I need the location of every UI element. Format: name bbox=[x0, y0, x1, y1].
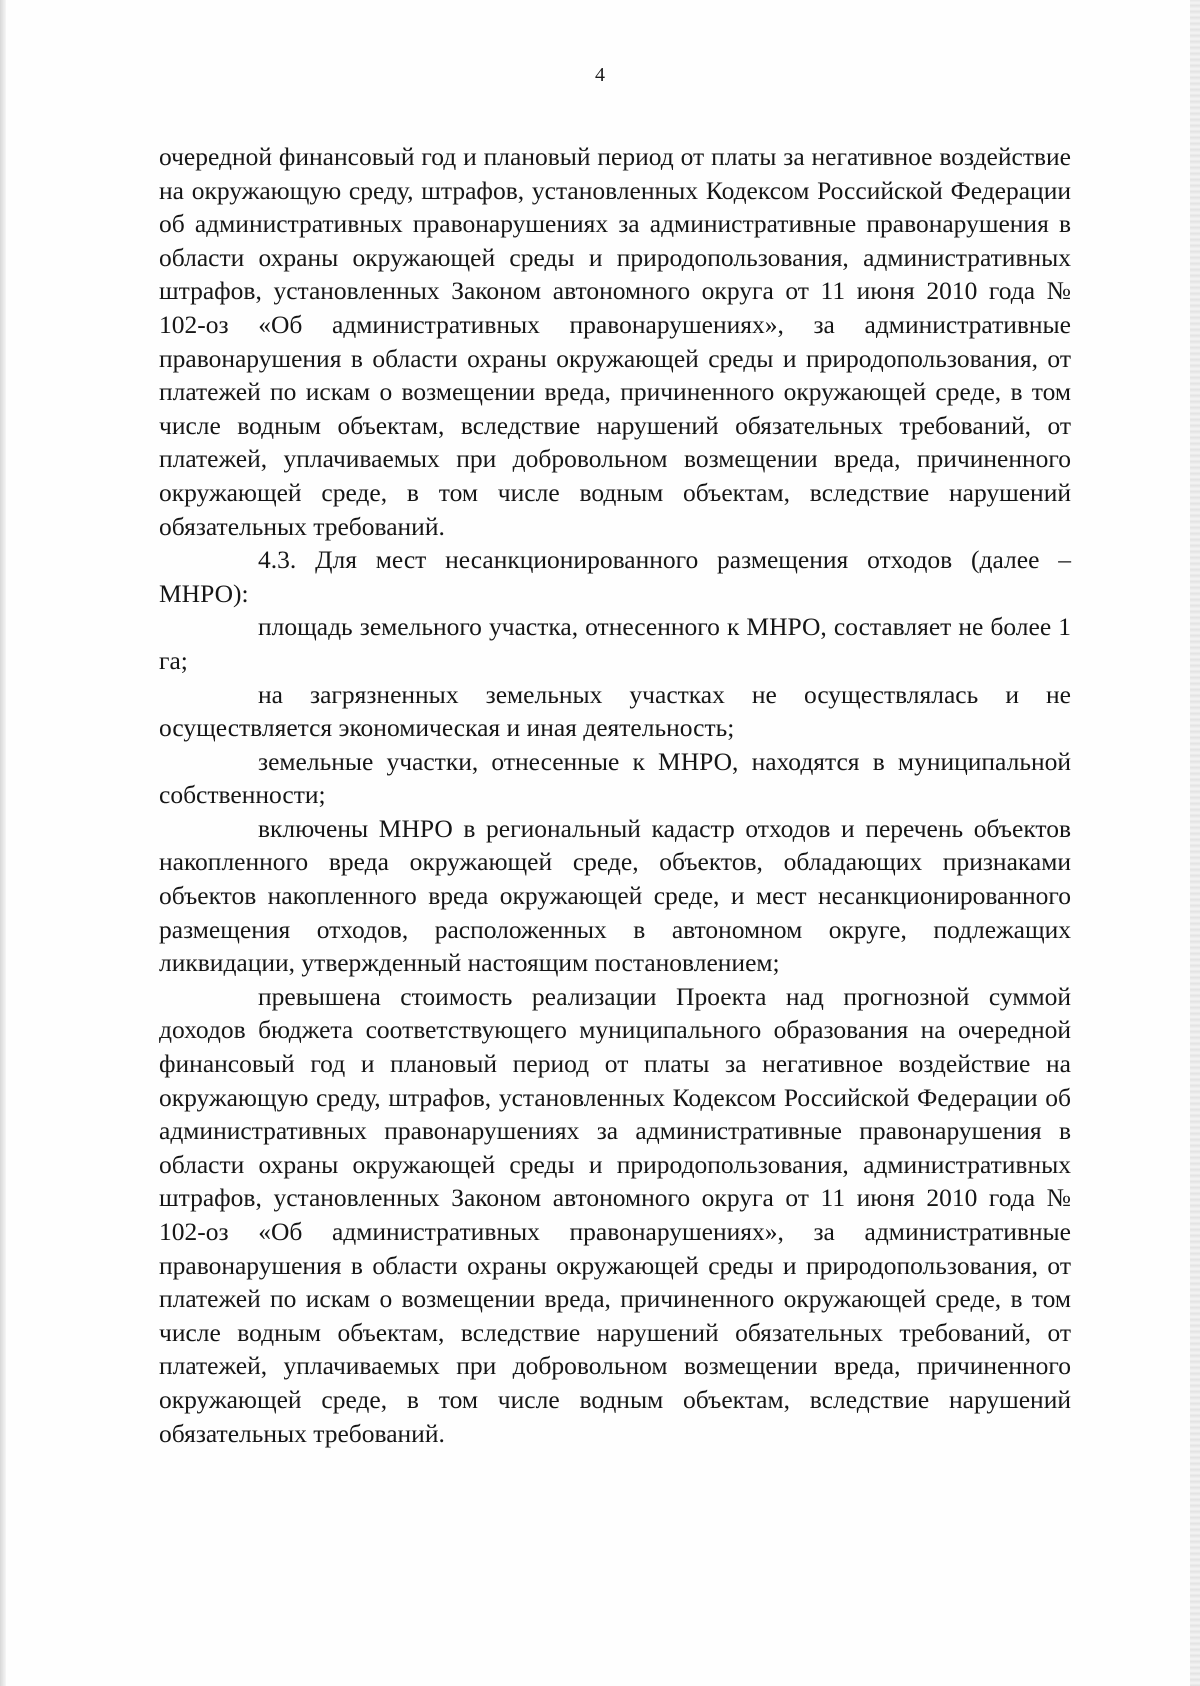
scan-edge-left bbox=[0, 0, 6, 1686]
paragraph-section-4-3: 4.3. Для мест несанкционированного размещения отходов (далее – МНРО): bbox=[159, 545, 1071, 608]
scan-edge-right bbox=[1190, 0, 1200, 1686]
page-number: 4 bbox=[595, 64, 605, 86]
paragraph-continuation: очередной финансовый год и плановый период от платы за негативное воздействие на окружающую среду, штрафов, установленных Кодексом Российской Федерации об административных правонарушениях за административные правонарушения в области охраны окружающей среды и природопользования, административных штрафов, установленных Законом автономного округа от 11 июня 2010 года № 102-оз «Об административных правонарушениях», за административные правонарушения в области охраны окружающей среды и природопользования, от платежей по искам о возмещении вреда, причиненного окружающей среде, в том числе водным объектам, вследствие нарушений обязательных требований, от платежей, уплачиваемых при добровольном возмещении вреда, причиненного окружающей среде, в том числе водным объектам, вследствие нарушений обязательных требований. bbox=[159, 142, 1071, 541]
paragraph-municipal-ownership: земельные участки, отнесенные к МНРО, находятся в муниципальной собственности; bbox=[159, 746, 1071, 810]
paragraph-cadastre: включены МНРО в региональный кадастр отходов и перечень объектов накопленного вреда окружающей среде, объектов, обладающих признаками объектов накопленного вреда окружающей среде, и мест несанкционированного размещения отходов, расположенных в автономном округе, подлежащих ликвидации, утвержденный настоящим постановлением; bbox=[159, 813, 1071, 978]
paragraph-land-area: площадь земельного участка, отнесенного к МНРО, составляет не более 1 га; bbox=[159, 612, 1071, 675]
paragraph-project-cost: превышена стоимость реализации Проекта над прогнозной суммой доходов бюджета соответствующего муниципального образования на очередной финансовый год и плановый период от платы за негативное воздействие на окружающую среду, штрафов, установленных Кодексом Российской Федерации об административных правонарушениях за административные правонарушения в области охраны окружающей среды и природопользования, административных штрафов, установленных Законом автономного округа от 11 июня 2010 года № 102-оз «Об административных правонарушениях», за административные правонарушения в области охраны окружающей среды и природопользования, от платежей по искам о возмещении вреда, причиненного окружающей среде, в том числе водным объектам, вследствие нарушений обязательных требований, от платежей, уплачиваемых при добровольном возмещении вреда, причиненного окружающей среде, в том числе водным объектам, вследствие нарушений обязательных требований. bbox=[159, 981, 1071, 1448]
document-body bbox=[159, 140, 1071, 1450]
paragraph-no-activity: на загрязненных земельных участках не осуществлялась и не осуществляется экономическая и иная деятельность; bbox=[159, 679, 1071, 743]
